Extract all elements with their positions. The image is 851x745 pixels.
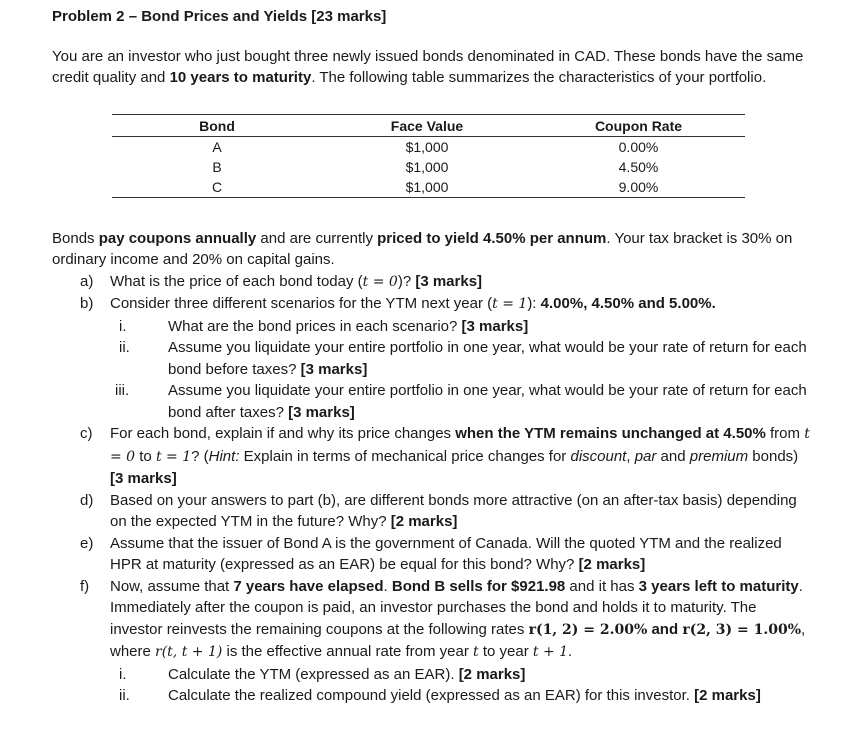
subquestion-text: Calculate the YTM (expressed as an EAR). — [168, 665, 459, 683]
cell-bond: C — [112, 177, 322, 198]
marks-label: [3 marks] — [415, 272, 483, 290]
question-label: a) — [80, 272, 94, 290]
intro-bold: 10 years to maturity — [169, 69, 312, 86]
subquestion-text: Assume you liquidate your entire portfolio in one year, what would be your rate of return for each bond after taxes? — [168, 382, 807, 421]
subquestion-text: What are the bond prices in each scenario? — [168, 317, 462, 335]
subquestion-label: ii. — [119, 687, 130, 704]
question-text: . Immediately after the coupon is paid, an investor purchases the bond and holds it to maturity. The investor reinvests the remaining coupons at the following rates — [110, 577, 803, 638]
question-text: ): — [527, 295, 541, 312]
question-bold: 3 years left to maturity — [638, 577, 799, 595]
question-bold: and — [647, 620, 683, 638]
question-label: c) — [80, 425, 93, 442]
italic-term: par — [634, 447, 657, 465]
question-text: . — [383, 577, 392, 595]
question-list — [52, 271, 812, 707]
marks-label: [3 marks] — [110, 470, 177, 487]
question-text: to — [135, 447, 156, 465]
subquestion-text: Assume you liquidate your entire portfolio in one year, what would be your rate of return for each bond before taxes? — [168, 339, 807, 378]
marks-label: [3 marks] — [300, 360, 368, 378]
question-bold: 7 years have elapsed — [233, 577, 384, 595]
question-text: . — [568, 643, 573, 660]
question-text: Consider three different scenarios for the YTM next year ( — [110, 295, 493, 312]
marks-label: [2 marks] — [578, 556, 646, 573]
marks-label: [2 marks] — [694, 687, 761, 704]
question-a — [52, 271, 812, 294]
marks-label: [2 marks] — [458, 665, 526, 683]
math-expression: t + 1 — [532, 644, 569, 660]
question-label: d) — [80, 491, 94, 509]
context-bold-2: priced to yield 4.50% per annum — [377, 229, 607, 247]
math-expression: t = 0 — [362, 273, 398, 290]
question-c — [52, 423, 812, 490]
question-bold: when the YTM remains unchanged at 4.50% — [455, 425, 766, 442]
question-text: Based on your answers to part (b), are different bonds more attractive (on an after-tax basis) depending on the expected YTM in the future? Why? — [110, 491, 797, 530]
question-text: , where — [110, 620, 806, 660]
context-paragraph — [52, 228, 812, 271]
math-expression: t = 0 — [110, 426, 810, 465]
math-expression: r(1, 2) = 2.00% — [528, 621, 648, 638]
question-text: is the effective annual rate from year — [222, 643, 474, 660]
intro-text: You are an investor who just bought three newly issued bonds denominated in CAD. These bonds have the same credit quality and — [52, 47, 804, 86]
question-label: e) — [80, 534, 94, 552]
question-f-i — [52, 664, 812, 686]
cell-coupon-rate: 9.00% — [532, 177, 745, 198]
context-text-2: and are currently — [256, 229, 378, 247]
question-text: ? ( — [191, 447, 209, 465]
cell-coupon-rate: 0.00% — [618, 138, 659, 155]
question-text: bonds) — [748, 447, 799, 465]
question-text: What is the price of each bond today ( — [110, 272, 363, 290]
question-text: , — [626, 447, 635, 465]
table-row — [112, 136, 745, 157]
math-expression: t = 1 — [492, 296, 528, 312]
question-b-i — [52, 316, 812, 338]
context-text-3: . Your tax bracket is 30% on ordinary income and 20% on capital gains. — [52, 229, 793, 268]
marks-label: [3 marks] — [461, 317, 529, 335]
subquestion-label: i. — [119, 317, 127, 335]
question-b — [52, 293, 812, 316]
question-text: and — [656, 447, 690, 465]
header-coupon-rate: Coupon Rate — [532, 114, 745, 136]
question-text: For each bond, explain if and why its price changes — [110, 425, 456, 442]
cell-face-value: $1,000 — [322, 177, 532, 198]
question-text: to year — [478, 643, 533, 660]
context-text: Bonds — [52, 229, 99, 247]
question-b-iii — [52, 380, 812, 423]
question-text: and it has — [565, 577, 639, 595]
question-text: from — [765, 425, 805, 442]
marks-label: [2 marks] — [390, 513, 458, 530]
question-text: Now, assume that — [110, 577, 234, 595]
math-expression: r(2, 3) = 1.00% — [682, 621, 802, 638]
subquestion-text: Calculate the realized compound yield (expressed as an EAR) for this investor. — [168, 687, 695, 704]
math-expression: t — [473, 644, 479, 660]
question-d — [52, 490, 812, 533]
question-f — [52, 576, 812, 664]
math-expression: t = 1 — [155, 448, 192, 465]
cell-bond: A — [212, 138, 222, 155]
question-e — [52, 533, 812, 576]
table-header-row — [112, 114, 745, 136]
context-bold: pay coupons annually — [98, 229, 257, 247]
hint-label: Hint: — [208, 447, 240, 465]
question-text: Explain in terms of mechanical price changes for — [239, 447, 571, 465]
bond-table — [112, 114, 745, 198]
cell-face-value: $1,000 — [405, 138, 449, 155]
question-label: f) — [80, 577, 90, 595]
italic-term: discount — [570, 447, 627, 465]
subquestion-label: i. — [119, 665, 127, 683]
scenario-rates: 4.00%, 4.50% and 5.00%. — [540, 295, 716, 312]
subquestion-label: iii. — [115, 382, 130, 399]
problem-title: Problem 2 – Bond Prices and Yields [23 marks] — [52, 8, 387, 25]
subquestion-label: ii. — [119, 339, 130, 356]
header-face-value: Face Value — [322, 114, 532, 136]
question-label: b) — [80, 295, 94, 312]
marks-label: [3 marks] — [288, 403, 355, 421]
question-bold: Bond B sells for $921.98 — [391, 577, 566, 595]
cell-coupon-rate: 4.50% — [618, 158, 659, 175]
document-page — [52, 6, 812, 707]
question-b-ii — [52, 337, 812, 380]
intro-text-2: . The following table summarizes the characteristics of your portfolio. — [311, 69, 767, 86]
intro-paragraph — [52, 46, 812, 89]
question-f-ii — [52, 685, 812, 707]
math-expression: r(t, t + 1) — [155, 644, 223, 660]
italic-term: premium — [689, 447, 749, 465]
question-text: )? — [397, 272, 416, 290]
table-row — [112, 177, 745, 198]
header-bond: Bond — [112, 114, 322, 136]
cell-bond: B — [212, 158, 222, 175]
cell-face-value: $1,000 — [405, 158, 449, 175]
table-row — [112, 157, 745, 177]
question-text: Assume that the issuer of Bond A is the government of Canada. Will the quoted YTM and the realized HPR at maturity (expressed as an EAR) be equal for this bond? Why? — [110, 534, 782, 573]
